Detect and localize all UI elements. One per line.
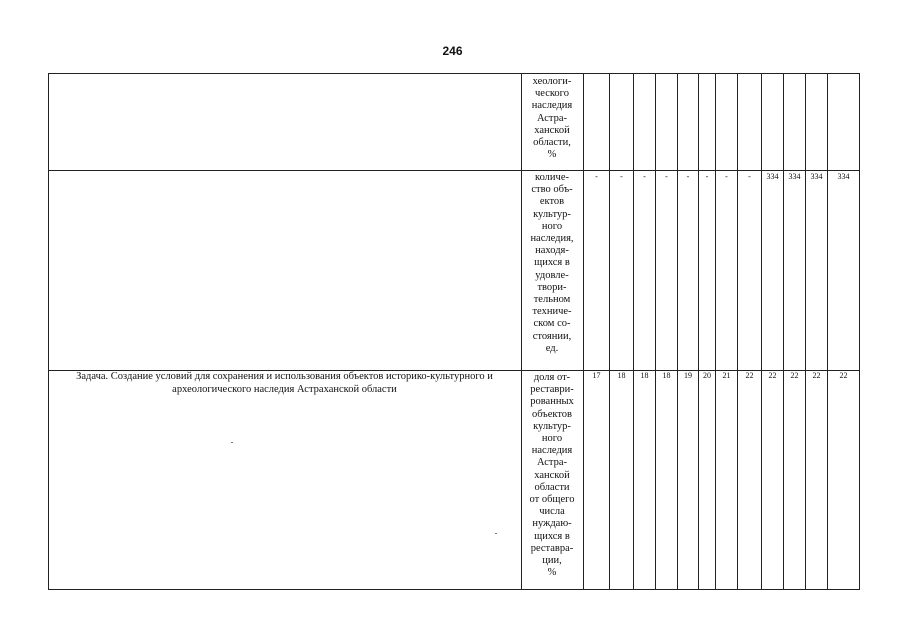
value-cell: 334 [810, 172, 823, 181]
column-divider [655, 74, 656, 589]
column-divider [521, 74, 522, 589]
value-cell: 22 [745, 371, 754, 380]
column-divider [633, 74, 634, 589]
value-cell: 334 [766, 172, 779, 181]
value-cell: 22 [812, 371, 821, 380]
value-cell: - [665, 172, 668, 181]
column-divider [609, 74, 610, 589]
value-cell: 20 [703, 371, 711, 380]
column-divider [677, 74, 678, 589]
scan-speck [231, 442, 233, 443]
column-divider [761, 74, 762, 589]
column-divider [715, 74, 716, 589]
column-divider [698, 74, 699, 589]
value-cell: 18 [640, 371, 649, 380]
column-divider [583, 74, 584, 589]
indicator-table [48, 73, 860, 590]
indicator-cell: хеологи- ческого наследия Астра- ханской области, % [531, 76, 573, 161]
value-cell: 334 [837, 172, 850, 181]
value-cell: 334 [788, 172, 801, 181]
value-cell: - [686, 172, 690, 181]
value-cell: - [643, 172, 646, 181]
page-number: 246 [442, 44, 463, 58]
value-cell: - [620, 172, 623, 181]
column-divider [737, 74, 738, 589]
column-divider [783, 74, 784, 589]
task-description: Задача. Создание условий для сохранения и использования объектов историко-культурного и археологического наследия Астраханской области [76, 371, 493, 395]
scan-speck [495, 533, 497, 534]
value-cell: - [725, 172, 728, 181]
indicator-cell: количе- ство объ- ектов культур- ного наследия, находя- щихся в удовле- твори- тельном техниче- ском со- стоянии, ед. [530, 172, 574, 354]
indicator-cell: доля от- реставри- рованных объектов культур- ного наследия Астра- ханской области от общего числа нуждаю- щихся в реставра- ции, % [529, 372, 575, 579]
value-cell: - [748, 172, 751, 181]
value-cell: 22 [768, 371, 777, 380]
value-cell: 19 [684, 371, 692, 380]
column-divider [827, 74, 828, 589]
value-cell: - [705, 172, 709, 181]
column-divider [805, 74, 806, 589]
value-cell: 17 [592, 371, 601, 380]
value-cell: 18 [617, 371, 626, 380]
value-cell: 21 [722, 371, 731, 380]
value-cell: 22 [790, 371, 799, 380]
value-cell: 22 [839, 371, 848, 380]
value-cell: 18 [662, 371, 671, 380]
value-cell: - [595, 172, 598, 181]
